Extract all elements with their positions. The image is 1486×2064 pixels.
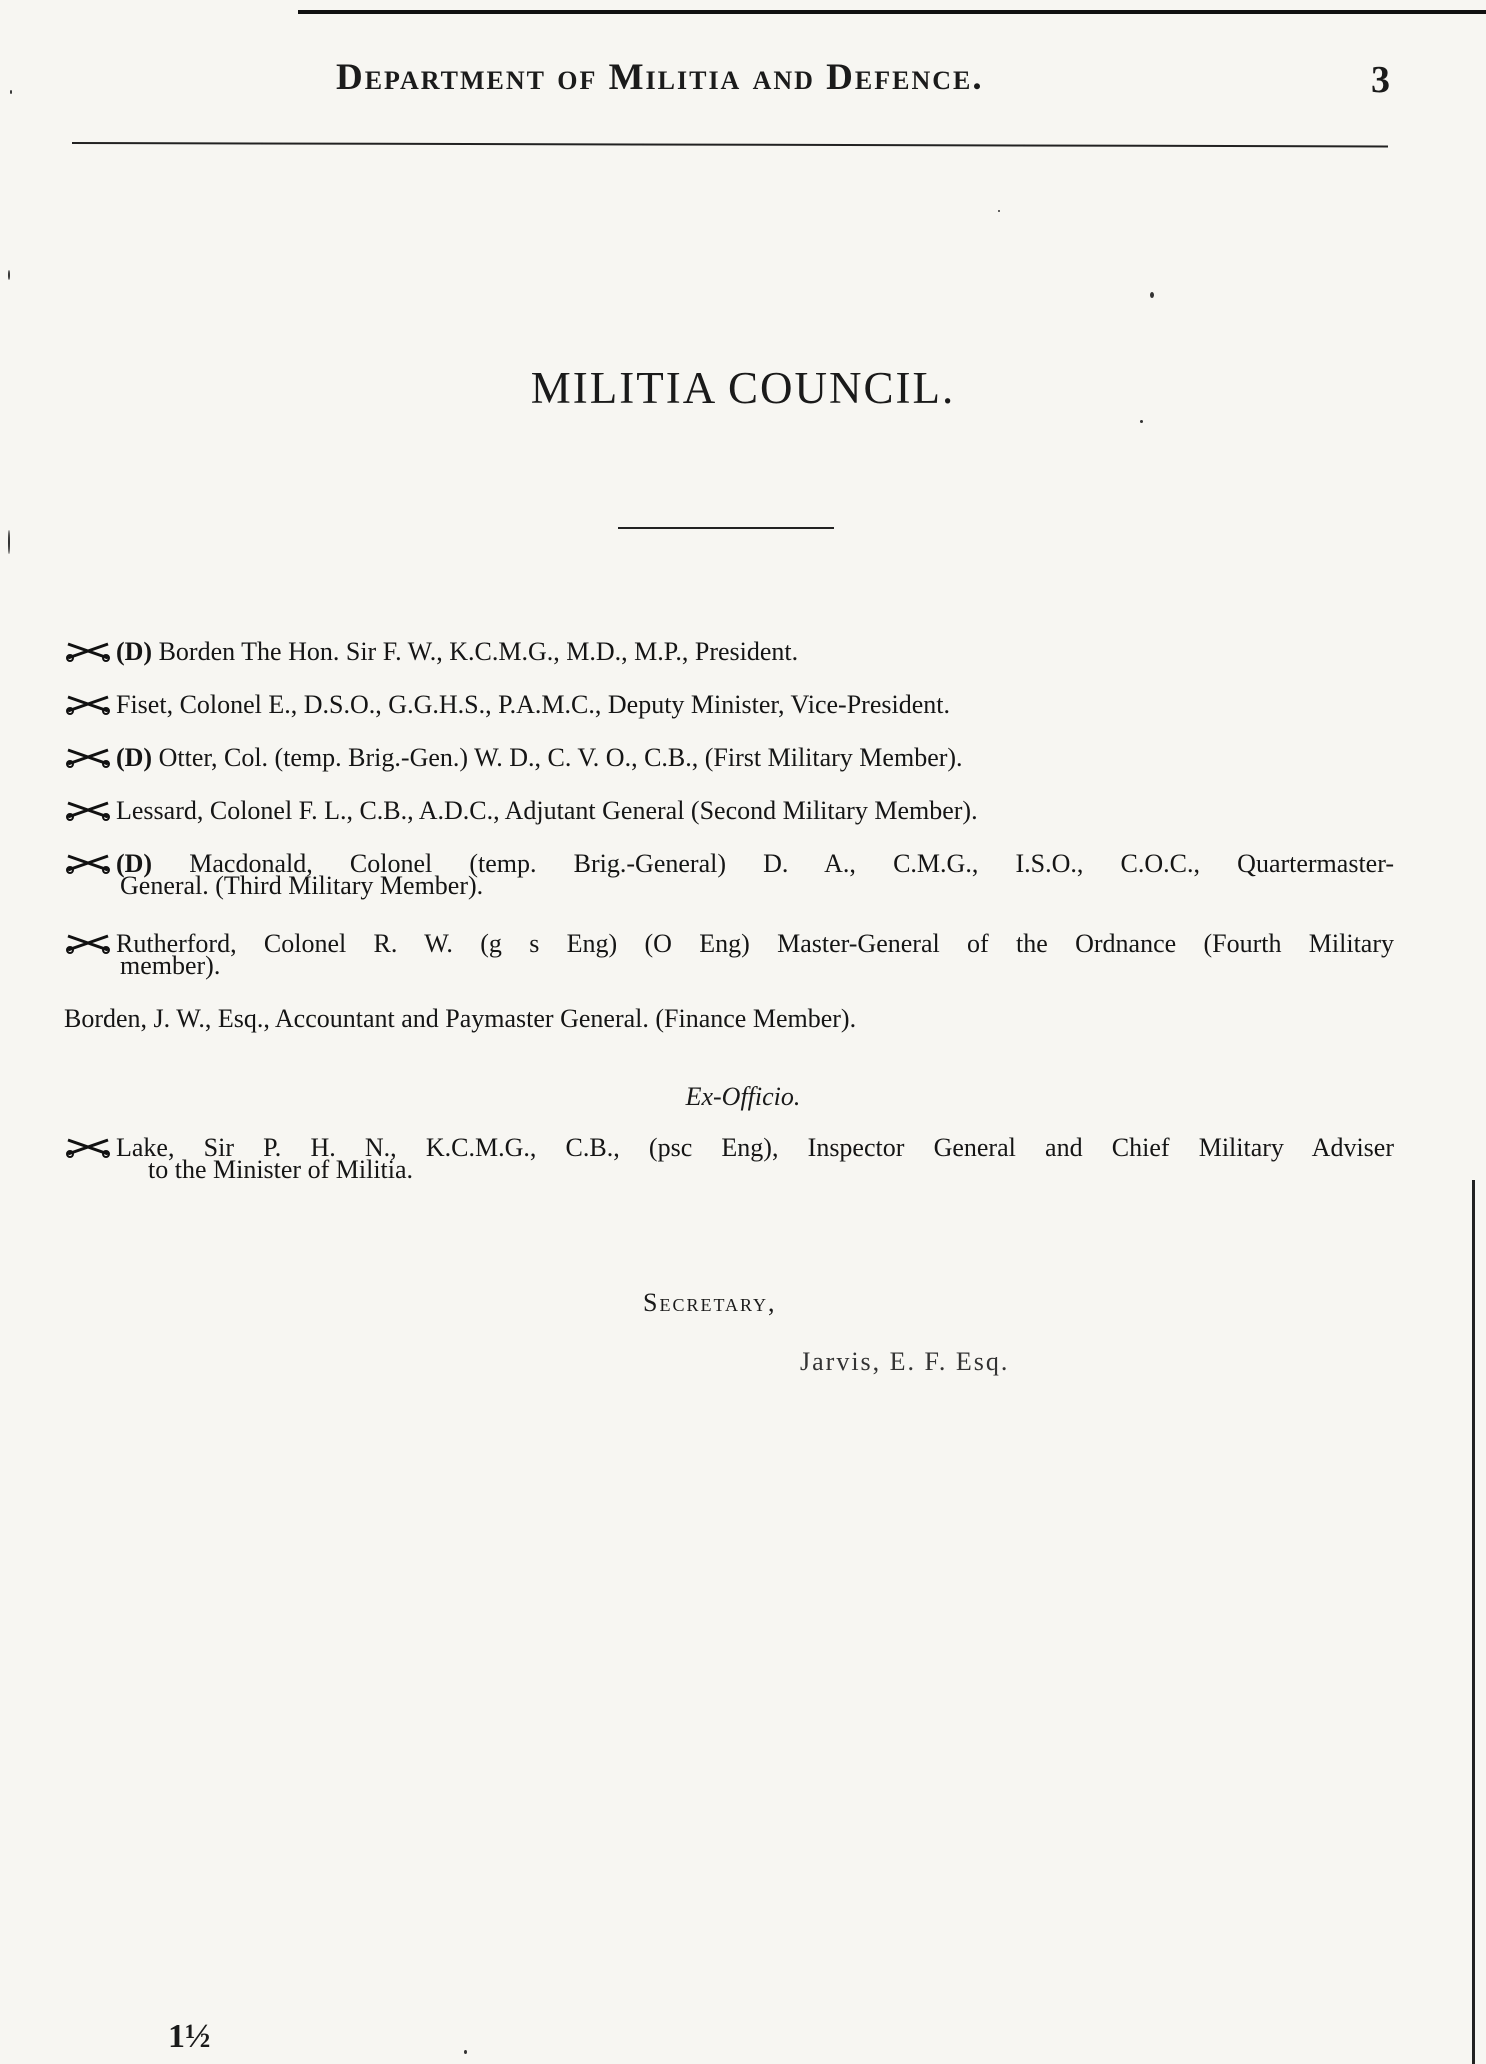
member-entry	[64, 849, 1395, 900]
scan-speck	[998, 210, 1000, 212]
scan-speck	[1150, 292, 1154, 298]
header-title: Department of Militia and Defence.	[336, 57, 984, 98]
crossed-swords-icon	[64, 799, 116, 822]
member-text: Borden, J. W., Esq., Accountant and Paymaster General. (Finance Member).	[64, 1004, 857, 1033]
member-text-continuation: member).	[120, 951, 221, 980]
member-text: Borden The Hon. Sir F. W., K.C.M.G., M.D., M.P., President.	[158, 637, 799, 666]
member-text: Lessard, Colonel F. L., C.B., A.D.C., Adjutant General (Second Military Member).	[116, 796, 978, 825]
crossed-swords-icon	[64, 932, 116, 955]
top-border-rule	[298, 0, 1486, 14]
secretary-name: Jarvis, E. F. Esq.	[800, 1347, 1010, 1376]
member-prefix: (D)	[116, 743, 153, 772]
crossed-swords-icon	[64, 640, 116, 663]
scan-speck	[464, 2050, 467, 2054]
member-entry	[64, 690, 1394, 719]
secretary-label: Secretary,	[643, 1288, 777, 1317]
running-header	[330, 56, 1390, 116]
crossed-swords-icon	[64, 852, 116, 875]
heading-divider	[618, 527, 834, 529]
crossed-swords-icon	[64, 1136, 116, 1159]
member-entry	[64, 637, 1394, 666]
ex-officio-text-continuation: to the Minister of Militia.	[148, 1155, 414, 1184]
page-number: 3	[1371, 59, 1390, 101]
member-entry	[64, 743, 1394, 772]
member-entry	[64, 1004, 1394, 1033]
folio-mark: 1½	[168, 2018, 211, 2055]
scan-speck	[8, 530, 10, 554]
member-prefix: (D)	[116, 849, 153, 878]
member-text: Otter, Col. (temp. Brig.-Gen.) W. D., C. V. O., C.B., (First Military Member).	[158, 743, 963, 772]
member-text: Macdonald, Colonel (temp. Brig.-General) D. A., C.M.G., I.S.O., C.O.C., Quartermaster-	[189, 849, 1395, 878]
scan-speck	[10, 90, 12, 94]
page-heading: MILITIA COUNCIL.	[530, 363, 956, 413]
member-prefix: (D)	[116, 637, 153, 666]
member-text: Rutherford, Colonel R. W. (g s Eng) (O Eng) Master-General of the Ordnance (Fourth Military	[116, 929, 1394, 958]
ex-officio-text: Lake, Sir P. H. N., K.C.M.G., C.B., (psc Eng), Inspector General and Chief Military Adviser	[116, 1133, 1394, 1162]
ex-officio-entry	[64, 1133, 1394, 1184]
member-text-continuation: General. (Third Military Member).	[120, 871, 484, 900]
ex-officio-label: Ex-Officio.	[685, 1082, 801, 1111]
crossed-swords-icon	[64, 746, 116, 769]
header-rule	[72, 142, 1388, 147]
member-entry	[64, 929, 1394, 980]
member-text: Fiset, Colonel E., D.S.O., G.G.H.S., P.A.M.C., Deputy Minister, Vice-President.	[116, 690, 950, 719]
scan-speck	[8, 270, 10, 280]
page-edge-line	[1472, 1180, 1475, 2064]
crossed-swords-icon	[64, 693, 116, 716]
scan-speck	[1140, 420, 1143, 423]
member-entry	[64, 796, 1394, 825]
